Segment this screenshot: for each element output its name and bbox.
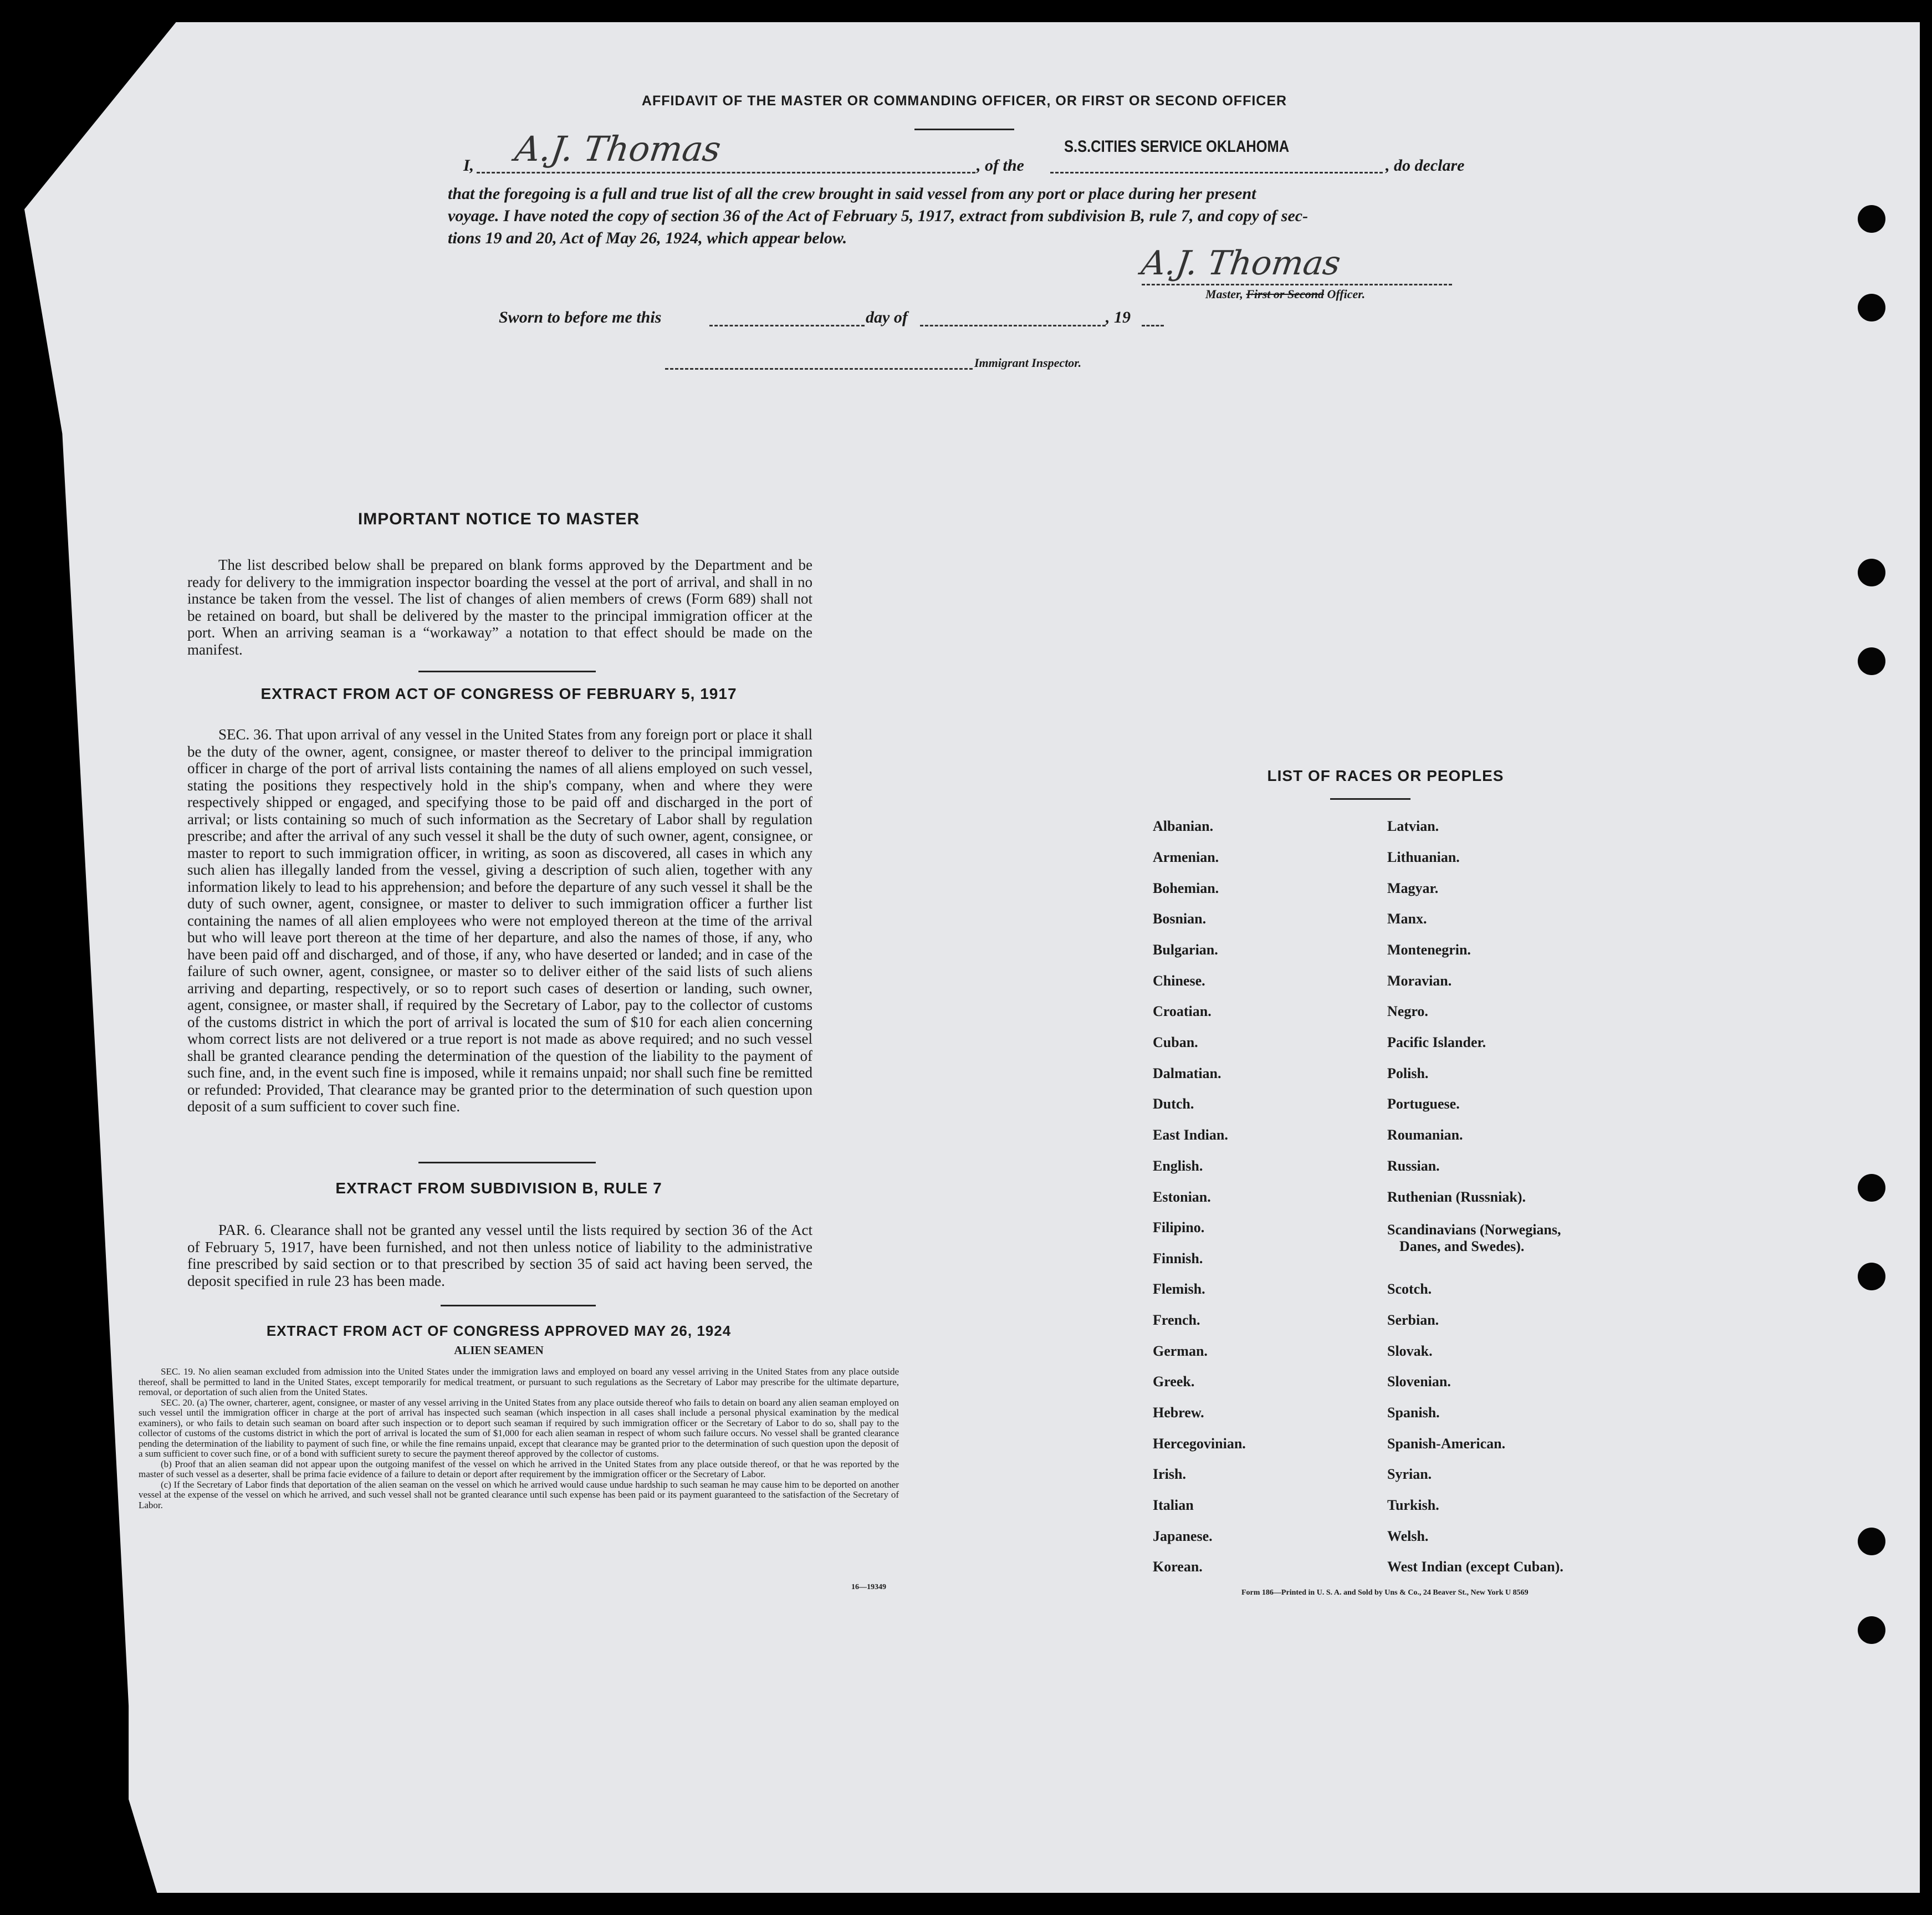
race-item: Ruthenian (Russniak). bbox=[1387, 1189, 1526, 1205]
do-declare-label: , do declare bbox=[1386, 156, 1465, 175]
punch-hole bbox=[1858, 294, 1885, 321]
divider bbox=[441, 1305, 596, 1306]
punch-hole bbox=[1858, 1263, 1885, 1290]
race-item: Manx. bbox=[1387, 911, 1427, 927]
vessel-name-line bbox=[1050, 171, 1383, 173]
race-item: Filipino. bbox=[1153, 1219, 1205, 1235]
master-name-line bbox=[477, 171, 975, 173]
race-item: Danes, and Swedes). bbox=[1399, 1238, 1525, 1254]
inspector-signature-line bbox=[665, 367, 973, 370]
race-item: Irish. bbox=[1153, 1466, 1186, 1482]
extract-1917-title: EXTRACT FROM ACT OF CONGRESS OF FEBRUARY 5, 1917 bbox=[260, 685, 737, 702]
signature-line bbox=[1142, 283, 1452, 285]
race-item: East Indian. bbox=[1153, 1127, 1228, 1143]
sec-19-text: SEC. 19. No alien seaman excluded from admission into the United States under the immigration laws and employed on board any vessel arriving in the United States from any place outside thereof, shall be permitted to land in the United States, except temporarily for medical treatment, or pursuant to such regulations as the Secretary of Labor may prescribe for the ultimate departure, removal, or deportation of such alien from the United States. bbox=[139, 1366, 899, 1397]
race-item: Scotch. bbox=[1387, 1281, 1432, 1297]
divider bbox=[914, 129, 1014, 130]
race-item: Greek. bbox=[1153, 1373, 1195, 1390]
race-item: Russian. bbox=[1387, 1158, 1440, 1174]
master-caption-struck: First or Second bbox=[1246, 287, 1324, 301]
race-item: French. bbox=[1153, 1312, 1200, 1328]
of-the-label: , of the bbox=[977, 156, 1024, 175]
race-item: Finnish. bbox=[1153, 1250, 1203, 1267]
race-item: Welsh. bbox=[1387, 1528, 1429, 1544]
race-item: Croatian. bbox=[1153, 1003, 1212, 1019]
race-item: German. bbox=[1153, 1343, 1208, 1359]
race-item: West Indian (except Cuban). bbox=[1387, 1559, 1563, 1575]
race-item: Italian bbox=[1153, 1497, 1194, 1513]
notice-text: The list described below shall be prepared on blank forms approved by the Department and be ready for delivery to the immigration inspector boarding the vessel at the port of arrival, and shall in no instance be taken from the vessel. The list of changes of alien members of crews (Form 689) shall not be retained on board, but shall be delivered by the master to the principal immigration officer at the port. When an arriving seaman is a “workaway” a notation to that effect should be made on the manifest. bbox=[187, 556, 812, 658]
declaration-line: that the foregoing is a full and true list of all the crew brought in said vessel from any port or place during her present bbox=[448, 185, 1256, 203]
race-item: Portuguese. bbox=[1387, 1096, 1460, 1112]
day-of-label: day of bbox=[866, 308, 908, 326]
race-item: Serbian. bbox=[1387, 1312, 1439, 1328]
race-item: Polish. bbox=[1387, 1065, 1429, 1081]
race-item: Slovenian. bbox=[1387, 1373, 1451, 1390]
declaration-line: voyage. I have noted the copy of section 36 of the Act of February 5, 1917, extract from subdivision B, rule 7, and copy of sec- bbox=[448, 207, 1309, 225]
affidavit-i: I, bbox=[463, 156, 474, 175]
sec-20a-text: SEC. 20. (a) The owner, charterer, agent, consignee, or master of any vessel arriving in the United States from any place outside thereof who fails to detain on board any alien seaman employed on such vessel until the immigration officer in charge at the port of arrival has inspected such seaman (which inspection in all cases shall include a personal physical examination by the medical examiners), or who fails to detain such seaman on board after such inspection or to deport such seaman if required by such immigration officer or the Secretary of Labor to do so, shall pay to the collector of customs of the customs district in which the port of arrival is located the sum of $1,000 for each alien seaman in respect of whom such failure occurs. No vessel shall be granted clearance pending the determination of the liability to payment of such fine, or while the fine remains unpaid, except that clearance may be granted prior to the determination of such question upon the deposit of a sum sufficient to cover such fine, or of a bond with sufficient surety to secure the payment thereof approved by the collector of customs. bbox=[139, 1397, 899, 1459]
race-item: Magyar. bbox=[1387, 880, 1439, 896]
extract-1917-text: SEC. 36. That upon arrival of any vessel in the United States from any foreign port or place it shall be the duty of the owner, agent, consignee, or master thereof to deliver to the principal immigration officer in charge of the port of arrival lists containing the names of all aliens employed on such vessel, stating the positions they respectively hold in the ship's company, when and where they were respectively shipped or engaged, and specifying those to be paid off and discharged in the port of arrival; or lists containing so much of such information as the Secretary of Labor shall by regulation prescribe; and after the arrival of any such vessel it shall be the duty of such owner, agent, consignee, or master to report to such immigration officer, in writing, as soon as discovered, all cases in which any such alien has illegally landed from the vessel, giving a description of such alien, together with any information likely to lead to his apprehension; and before the departure of any such vessel it shall be the duty of such owner, agent, consignee, or master to deliver to such immigration officer a further list containing the names of all alien employees who were not employed thereon at the time of the arrival but who will leave port thereon at the time of her departure, and also the names of those, if any, who have been paid off and discharged, and of those, if any, who have deserted or landed; and in case of the failure of such owner, agent, consignee, or master so to deliver either of the said lists of such aliens arriving and departing, respectively, or so to report such cases of desertion or landing, such owner, agent, consignee, or master shall, if required by the Secretary of Labor, pay to the collector of customs of the customs district in which the port of arrival is located the sum of $10 for each alien concerning whom correct lists are not delivered or a true report is not made as above required; and no such vessel shall be granted clearance pending the determination of the question of the liability to the payment of such fine, and, in the event such fine is imposed, while it remains unpaid; nor shall such fine be remitted or refunded: Provided, That clearance may be granted prior to the determination of such question upon deposit of a sum sufficient to cover such fine. bbox=[187, 726, 812, 1115]
declaration-text bbox=[448, 183, 1490, 249]
declaration-line: tions 19 and 20, Act of May 26, 1924, which appear below. bbox=[448, 229, 847, 247]
race-item: Pacific Islander. bbox=[1387, 1034, 1486, 1050]
race-item: Hebrew. bbox=[1153, 1405, 1204, 1421]
divider bbox=[418, 671, 596, 672]
vessel-name-stamp: S.S.CITIES SERVICE OKLAHOMA bbox=[1064, 137, 1290, 156]
punch-hole bbox=[1858, 205, 1885, 233]
punch-hole bbox=[1858, 1528, 1885, 1555]
extract-1924-body bbox=[139, 1367, 899, 1510]
form-footer: Form 186—Printed in U. S. A. and Sold by Uns & Co., 24 Beaver St., New York U 8569 bbox=[1241, 1589, 1529, 1597]
affidavit-heading: AFFIDAVIT OF THE MASTER OR COMMANDING OFFICER, OR FIRST OR SECOND OFFICER bbox=[641, 93, 1287, 109]
master-signature-repeat: A.J. Thomas bbox=[1139, 244, 1343, 283]
race-item: Bosnian. bbox=[1153, 911, 1207, 927]
race-item: Bohemian. bbox=[1153, 880, 1219, 896]
master-caption bbox=[1205, 287, 1365, 302]
divider bbox=[418, 1162, 596, 1163]
inspector-caption: Immigrant Inspector. bbox=[974, 356, 1082, 370]
master-caption-text: Master, bbox=[1205, 287, 1246, 301]
race-item: Dalmatian. bbox=[1153, 1065, 1221, 1081]
sec-20c-text: (c) If the Secretary of Labor finds that deportation of the alien seaman on the vessel on which he arrived would cause undue hardship to such seaman he may cause him to be deported on another vessel at the expense of the vessel on which he arrived, and such vessel shall not be granted clearance until such expense has been paid or its payment guaranteed to the satisfaction of the Secretary of Labor. bbox=[139, 1479, 899, 1510]
race-item: Dutch. bbox=[1153, 1096, 1194, 1112]
month-field-line bbox=[920, 324, 1106, 326]
race-item: Syrian. bbox=[1387, 1466, 1432, 1482]
punch-hole bbox=[1858, 1616, 1885, 1644]
punch-hole bbox=[1858, 1174, 1885, 1202]
race-item: Flemish. bbox=[1153, 1281, 1205, 1297]
race-item: Roumanian. bbox=[1387, 1127, 1463, 1143]
race-item: Lithuanian. bbox=[1387, 849, 1460, 865]
race-item: Chinese. bbox=[1153, 973, 1205, 989]
year-field-line bbox=[1142, 324, 1164, 326]
master-signature: A.J. Thomas bbox=[512, 129, 724, 169]
races-title: LIST OF RACES OR PEOPLES bbox=[1267, 767, 1504, 784]
year-label: , 19 bbox=[1106, 308, 1131, 326]
race-item: Spanish-American. bbox=[1387, 1436, 1506, 1452]
master-caption-text: Officer. bbox=[1323, 287, 1366, 301]
race-item: Cuban. bbox=[1153, 1034, 1198, 1050]
punch-hole bbox=[1858, 559, 1885, 586]
race-item: Latvian. bbox=[1387, 818, 1439, 834]
race-item: Slovak. bbox=[1387, 1343, 1433, 1359]
race-item: Japanese. bbox=[1153, 1528, 1213, 1544]
notice-title: IMPORTANT NOTICE TO MASTER bbox=[357, 510, 640, 528]
race-item: Spanish. bbox=[1387, 1405, 1440, 1421]
race-item: Turkish. bbox=[1387, 1497, 1439, 1513]
race-item: Korean. bbox=[1153, 1559, 1203, 1575]
race-item: English. bbox=[1153, 1158, 1203, 1174]
rule-7-text: PAR. 6. Clearance shall not be granted any vessel until the lists required by section 36 of the Act of February 5, 1917, have been furnished, and not then unless notice of liability to the administrative fine prescribed by said section or to that prescribed by section 35 of said act having been served, the deposit specified in rule 23 has been made. bbox=[187, 1222, 812, 1289]
alien-seamen-subtitle: ALIEN SEAMEN bbox=[454, 1344, 544, 1357]
form-code: 16—19349 bbox=[851, 1583, 886, 1591]
race-item: Negro. bbox=[1387, 1003, 1428, 1019]
sec-20b-text: (b) Proof that an alien seaman did not appear upon the outgoing manifest of the vessel on which he arrived in the United States from any place outside thereof, or that he was reported by the master of such vessel as a deserter, shall be prima facie evidence of a failure to detain or deport after requirement by the immigration officer or the Secretary of Labor. bbox=[139, 1458, 899, 1479]
rule-7-title: EXTRACT FROM SUBDIVISION B, RULE 7 bbox=[335, 1179, 662, 1197]
race-item: Armenian. bbox=[1153, 849, 1219, 865]
day-field-line bbox=[709, 324, 865, 326]
punch-hole bbox=[1858, 647, 1885, 675]
race-item: Albanian. bbox=[1153, 818, 1214, 834]
race-item: Moravian. bbox=[1387, 973, 1452, 989]
race-item: Hercegovinian. bbox=[1153, 1436, 1246, 1452]
race-item: Montenegrin. bbox=[1387, 942, 1471, 958]
race-item: Bulgarian. bbox=[1153, 942, 1218, 958]
race-item: Scandinavians (Norwegians, bbox=[1387, 1222, 1561, 1238]
sworn-label: Sworn to before me this bbox=[499, 308, 662, 326]
divider bbox=[1330, 798, 1410, 800]
extract-1924-title: EXTRACT FROM ACT OF CONGRESS APPROVED MAY 26, 1924 bbox=[266, 1322, 732, 1339]
race-item: Estonian. bbox=[1153, 1189, 1211, 1205]
